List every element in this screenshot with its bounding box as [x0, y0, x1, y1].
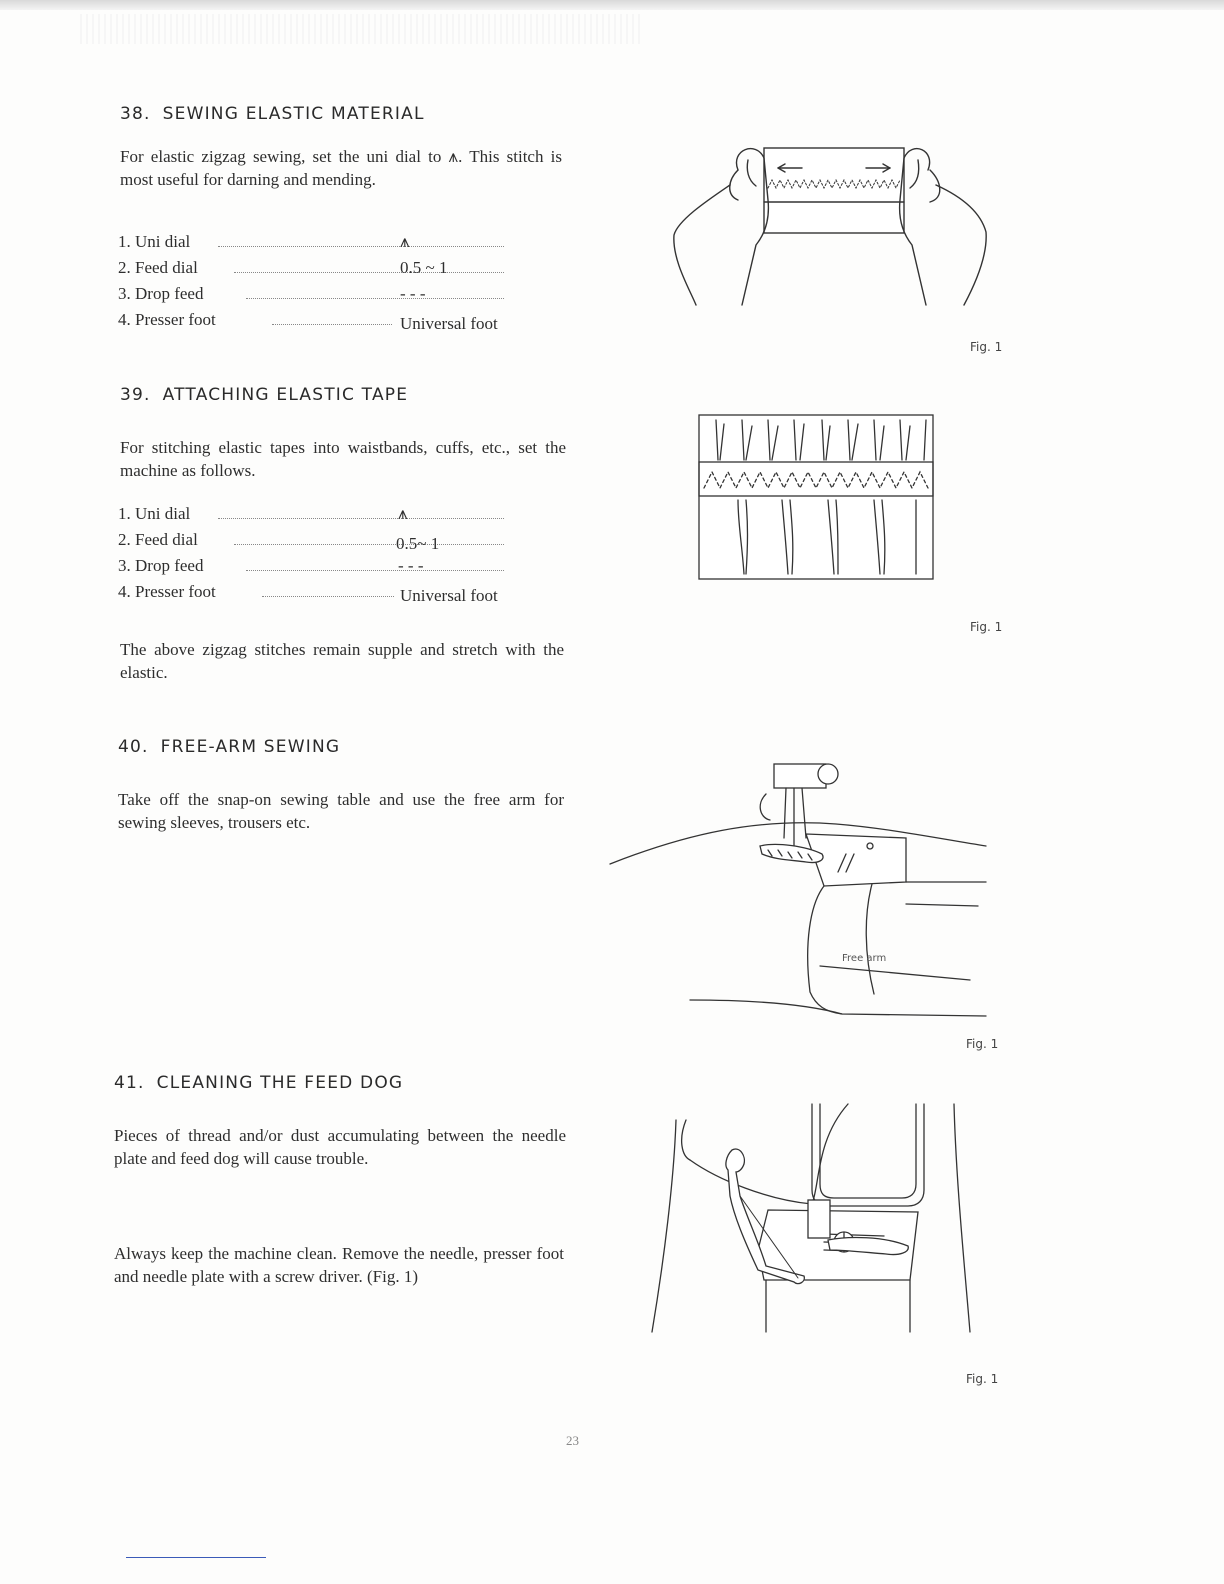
feed-dog-cleaning-figure — [648, 1100, 978, 1340]
spec-row — [118, 232, 538, 258]
section-40-body: Take off the snap-on sewing table and use the free arm for sewing sleeves, trousers etc. — [118, 790, 564, 832]
section-38-specs — [118, 232, 538, 336]
section-41-number: 41. — [114, 1073, 145, 1093]
spec-value: - - - — [398, 556, 424, 575]
free-arm-label: Free arm — [842, 953, 887, 964]
spec-label: 2. Feed dial — [118, 530, 198, 549]
section-38-number: 38. — [120, 104, 151, 124]
leader-dots — [262, 596, 394, 597]
free-arm-figure — [606, 754, 996, 1024]
section-39-body: For stitching elastic tapes into waistbands, cuffs, etc., set the machine as follows. — [120, 438, 566, 480]
spec-label: 1. Uni dial — [118, 232, 191, 251]
leader-dots — [272, 324, 392, 325]
spec-value: Universal foot — [400, 586, 498, 605]
page-number: 23 — [566, 1433, 579, 1448]
section-40-number: 40. — [118, 737, 149, 757]
leader-dots — [218, 518, 504, 519]
spec-label: 2. Feed dial — [118, 258, 198, 277]
section-41-title: CLEANING THE FEED DOG — [156, 1073, 404, 1093]
leader-dots — [246, 298, 504, 299]
spec-value: 0.5 ~ 1 — [400, 258, 448, 277]
section-38-heading — [120, 104, 425, 124]
section-40-figure-caption: Fig. 1 — [966, 1037, 999, 1051]
section-39-title: ATTACHING ELASTIC TAPE — [162, 385, 409, 405]
section-39-heading — [120, 385, 408, 405]
scan-noise — [80, 14, 640, 44]
spec-label: 4. Presser foot — [118, 582, 216, 601]
leader-dots — [234, 272, 504, 273]
spec-value: - - - — [400, 284, 426, 303]
section-39-figure-caption: Fig. 1 — [970, 620, 1003, 634]
waistband-panel — [699, 415, 933, 579]
spec-label: 4. Presser foot — [118, 310, 216, 329]
leader-dots — [218, 246, 504, 247]
spec-row — [118, 258, 538, 284]
section-41-body-2: Always keep the machine clean. Remove the needle, presser foot and needle plate with a screw driver. (Fig. 1) — [114, 1244, 564, 1286]
leader-dots — [246, 570, 504, 571]
section-40-title: FREE-ARM SEWING — [160, 737, 341, 757]
elastic-tape-figure — [698, 414, 936, 582]
machine-right-edge — [954, 1104, 970, 1332]
spec-row — [118, 310, 538, 336]
section-40-heading — [118, 737, 340, 757]
machine-left-edge — [652, 1120, 676, 1332]
spec-value: Universal foot — [400, 314, 498, 333]
spec-row — [118, 284, 538, 310]
spec-row — [118, 556, 538, 582]
fabric-strip — [764, 148, 904, 233]
bottom-rule — [126, 1557, 266, 1558]
spec-value: ⩚ — [398, 504, 408, 523]
spec-row — [118, 504, 538, 530]
section-41-heading — [114, 1073, 403, 1093]
spec-label: 3. Drop feed — [118, 556, 204, 575]
section-39-specs — [118, 504, 538, 608]
section-39-number: 39. — [120, 385, 151, 405]
spec-label: 3. Drop feed — [118, 284, 204, 303]
section-38-figure-caption: Fig. 1 — [970, 340, 1003, 354]
spec-row — [118, 530, 538, 556]
elastic-material-figure — [668, 140, 998, 310]
section-38-title: SEWING ELASTIC MATERIAL — [162, 104, 425, 124]
section-38-body: For elastic zigzag sewing, set the uni dial to ⩚. This stitch is most useful for darning and mending. — [120, 147, 562, 189]
leader-dots — [234, 544, 504, 545]
spec-value: 0.5~ 1 — [396, 534, 440, 553]
section-41-figure-caption: Fig. 1 — [966, 1372, 999, 1386]
spec-value: ⩚ — [400, 232, 410, 251]
scan-edge — [0, 0, 1224, 10]
section-39-note: The above zigzag stitches remain supple and stretch with the elastic. — [120, 640, 564, 682]
section-41-body: Pieces of thread and/or dust accumulating between the needle plate and feed dog will cause trouble. — [114, 1126, 566, 1168]
spec-row — [118, 582, 538, 608]
spec-label: 1. Uni dial — [118, 504, 191, 523]
